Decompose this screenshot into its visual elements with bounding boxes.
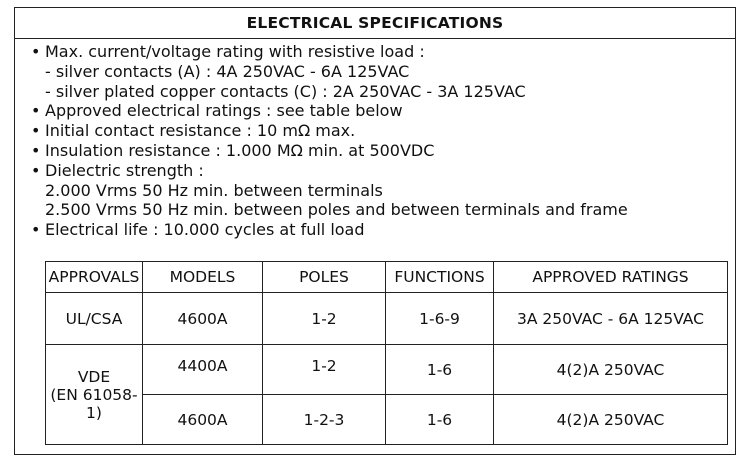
cell-approval: UL/CSA: [46, 293, 143, 345]
approval-name: VDE: [77, 367, 111, 386]
table-row: [46, 345, 728, 395]
spec-line: - silver plated copper contacts (C) : 2A 250VAC - 3A 125VAC: [45, 81, 526, 101]
header-models: MODELS: [143, 262, 263, 293]
table-row: [46, 293, 728, 345]
cell-poles: 1-2: [263, 345, 386, 395]
header-functions: FUNCTIONS: [386, 262, 494, 293]
cell-model: 4600A: [143, 395, 263, 445]
cell-model: 4600A: [143, 293, 263, 345]
ratings-table: [45, 261, 728, 445]
spec-line: - silver contacts (A) : 4A 250VAC - 6A 125VAC: [45, 61, 410, 81]
header-approvals: APPROVALS: [46, 262, 143, 293]
cell-poles: 1-2: [263, 293, 386, 345]
cell-approval: [46, 345, 143, 445]
spec-line: • Initial contact resistance : 10 mΩ max.: [31, 121, 721, 141]
cell-model: 4400A: [143, 345, 263, 395]
spec-line: • Approved electrical ratings : see table below: [31, 101, 721, 121]
spec-line: • Dielectric strength :: [31, 161, 721, 181]
ratings-table-container: [45, 261, 728, 443]
cell-functions: 1-6: [386, 395, 494, 445]
table-row: [46, 395, 728, 445]
section-title: ELECTRICAL SPECIFICATIONS: [15, 8, 735, 39]
spec-line: 2.500 Vrms 50 Hz min. between poles and between terminals and frame: [45, 200, 628, 220]
spec-line: 2.000 Vrms 50 Hz min. between terminals: [45, 180, 383, 200]
cell-poles: 1-2-3: [263, 395, 386, 445]
table-header-row: [46, 262, 728, 293]
approval-standard: (EN 61058-1): [50, 385, 138, 422]
header-poles: POLES: [263, 262, 386, 293]
cell-functions: 1-6-9: [386, 293, 494, 345]
cell-functions: 1-6: [386, 345, 494, 395]
spec-line: • Max. current/voltage rating with resistive load :: [31, 42, 721, 62]
specs-list: [31, 42, 721, 240]
header-approved-ratings: APPROVED RATINGS: [494, 262, 728, 293]
specifications-panel: [14, 7, 736, 455]
spec-line: • Electrical life : 10.000 cycles at full load: [31, 220, 721, 240]
cell-ratings: 4(2)A 250VAC: [494, 395, 728, 445]
cell-ratings: 4(2)A 250VAC: [494, 345, 728, 395]
spec-line: • Insulation resistance : 1.000 MΩ min. at 500VDC: [31, 141, 721, 161]
cell-ratings: 3A 250VAC - 6A 125VAC: [494, 293, 728, 345]
